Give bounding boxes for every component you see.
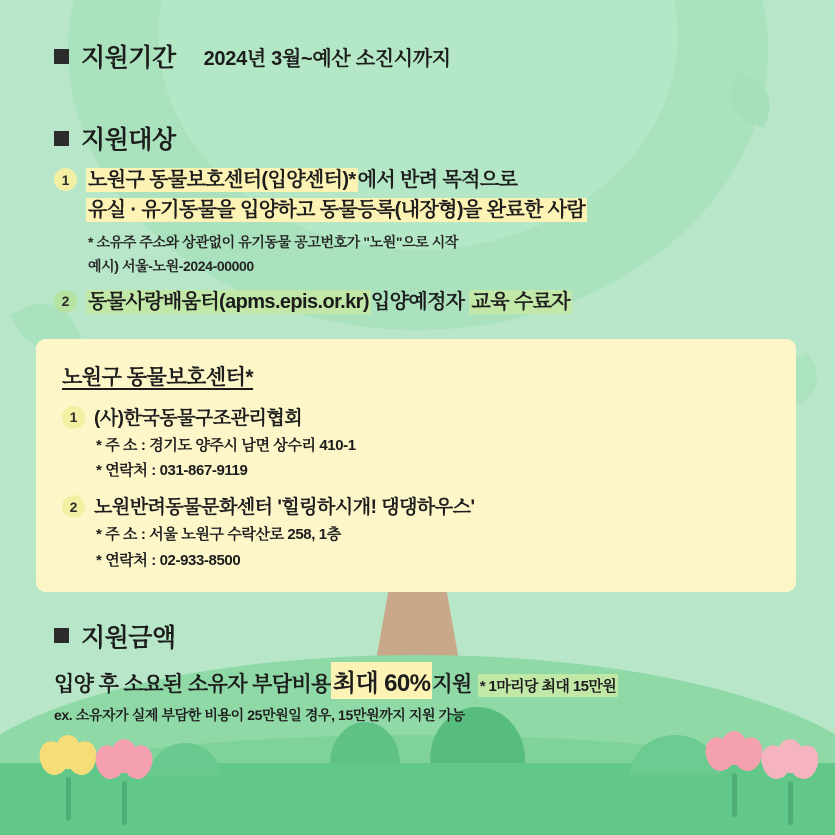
center-entry-2 — [62, 492, 770, 519]
target-item-1-text — [86, 165, 587, 225]
tulip-icon — [762, 739, 818, 787]
amount-prefix: 입양 후 소요된 소유자 부담비용 — [54, 672, 331, 696]
target-note-2: 예시) 서울-노원-2024-00000 — [88, 258, 254, 275]
period-value: 2024년 3월~예산 소진시까지 — [203, 47, 451, 70]
amount-cap-badge: * 1마리당 최대 15만원 — [478, 674, 618, 697]
amount-suffix: 지원 — [432, 672, 472, 696]
target-label: 지원대상 — [81, 126, 176, 154]
square-bullet-icon — [54, 131, 69, 146]
list-number-badge: 2 — [54, 290, 77, 313]
square-bullet-icon — [54, 49, 69, 64]
section-amount — [54, 618, 781, 725]
center-entry-1-address: * 주 소 : 경기도 양주시 남면 상수리 410-1 — [96, 436, 356, 454]
square-bullet-icon — [54, 628, 69, 643]
center-entry-2-name: 노원반려동물문화센터 '힐링하시개! 댕댕하우스' — [94, 497, 475, 519]
list-number-badge: 2 — [62, 495, 85, 518]
target-item-2-text — [86, 287, 572, 317]
center-card-title: 노원구 동물보호센터* — [62, 365, 254, 389]
amount-label: 지원금액 — [81, 623, 176, 652]
section-period-heading — [54, 38, 781, 74]
target-item-1-line2: 유실 · 유기동물을 입양하고 동물등록(내장형)을 완료한 사람 — [88, 199, 586, 221]
target-center-highlight: 노원구 동물보호센터(입양센터)* — [88, 169, 356, 191]
target-item-1 — [54, 165, 781, 225]
amount-example: ex. 소유자가 실제 부담한 비용이 25만원일 경우, 15만원까지 지원 가능 — [54, 706, 465, 723]
target-item-1-rest: 에서 반려 목적으로 — [357, 169, 518, 191]
tulip-icon — [706, 731, 762, 779]
section-amount-heading — [54, 618, 781, 654]
center-entry-2-address: * 주 소 : 서울 노원구 수락산로 258, 1층 — [96, 526, 341, 544]
target-note-1: * 소유주 주소와 상관없이 유기동물 공고번호가 "노원"으로 시작 — [88, 234, 459, 250]
list-number-badge: 1 — [62, 406, 85, 429]
center-entry-1-contact: * 연락처 : 031-867-9119 — [96, 462, 248, 480]
center-entry-1 — [62, 403, 770, 430]
education-complete-highlight: 교육 수료자 — [471, 290, 571, 313]
center-entry-2-contact: * 연락처 : 02-933-8500 — [96, 551, 241, 569]
center-entry-1-name: (사)한국동물구조관리협회 — [94, 407, 303, 429]
tulip-icon — [96, 739, 152, 787]
education-site-highlight: 동물사랑배움터(apms.epis.or.kr) — [88, 290, 369, 313]
target-item-2 — [54, 287, 781, 317]
period-label: 지원기간 — [81, 44, 176, 72]
target-item-2-mid: 입양예정자 — [370, 290, 470, 313]
tulip-icon — [40, 735, 96, 783]
amount-percent-highlight: 최대 60% — [331, 662, 432, 699]
amount-main-line — [54, 662, 781, 699]
section-target-heading — [54, 120, 781, 156]
list-number-badge: 1 — [54, 168, 77, 191]
center-info-card — [36, 339, 796, 592]
